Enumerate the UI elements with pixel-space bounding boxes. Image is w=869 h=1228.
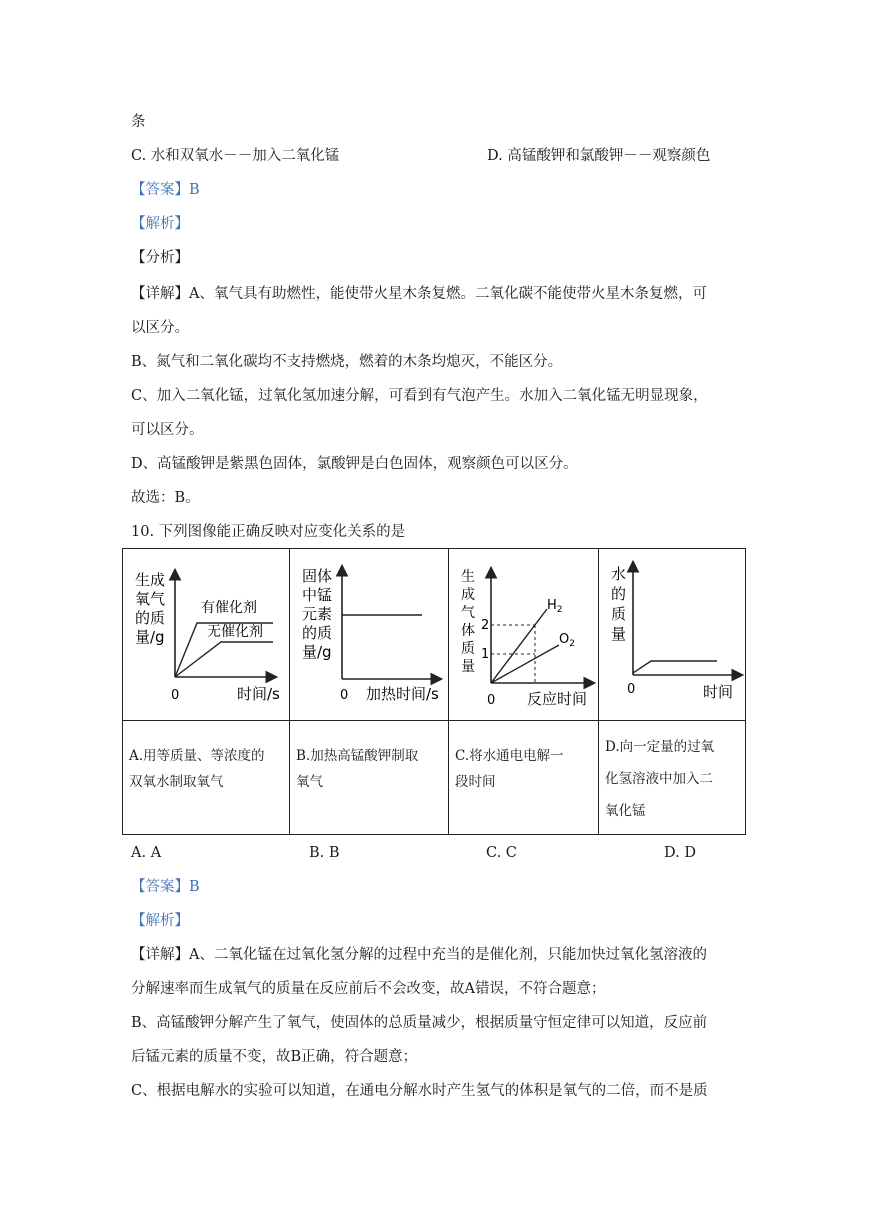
- detail-line: 可以区分。: [131, 422, 204, 438]
- tick-label: 1: [481, 647, 490, 662]
- axis-label: 体: [461, 623, 475, 639]
- graph-cell-d: [599, 549, 746, 721]
- graph-cell-c: [449, 549, 599, 721]
- detail-line: 分解速率而生成氧气的质量在反应前后不会改变，故A错误，不符合题意；: [131, 981, 606, 997]
- question-10: 10. 下列图像能正确反映对应变化关系的是: [131, 524, 406, 540]
- caption-line: 化氢溶液中加入二: [605, 771, 713, 787]
- detail-line: 后锰元素的质量不变，故B正确，符合题意；: [131, 1049, 418, 1065]
- graph-b: [290, 549, 448, 720]
- fenxi-label: 【分析】: [131, 250, 189, 266]
- axis-label: 质: [611, 605, 627, 623]
- option-d-prev: D. 高锰酸钾和氯酸钾－－观察颜色: [487, 148, 711, 164]
- option-d: D. D: [664, 845, 696, 861]
- tick-label: 2: [481, 618, 490, 633]
- detail-line: C、加入二氧化锰，过氧化氢加速分解，可看到有气泡产生。水加入二氧化锰无明显现象，: [131, 388, 708, 404]
- caption-cell-b: [290, 721, 449, 835]
- series-label-h2: $H_2$: [547, 598, 563, 615]
- graph-a: [123, 549, 289, 720]
- analysis-label: 【解析】: [131, 216, 189, 232]
- caption-line: C.将水通电电解一: [455, 748, 564, 764]
- axis-label: 中锰: [302, 586, 333, 604]
- graph-c: [449, 549, 598, 720]
- option-b: B. B: [309, 845, 340, 861]
- option-a: A. A: [131, 845, 162, 861]
- x-axis-label: 加热时间/s: [366, 685, 439, 703]
- axis-label: 量/g: [302, 643, 332, 661]
- detail-line: 以区分。: [131, 320, 189, 336]
- axis-label: 成: [461, 587, 475, 603]
- axis-label: 量: [611, 625, 627, 643]
- graph-cell-b: [290, 549, 449, 721]
- axis-label: 生成: [135, 571, 166, 589]
- axis-label: 量: [461, 659, 475, 675]
- caption-line: D.向一定量的过氧: [605, 739, 715, 755]
- curve-label: 无催化剂: [207, 624, 263, 640]
- caption-line: 双氧水制取氧气: [129, 774, 224, 790]
- caption-line: A.用等质量、等浓度的: [129, 748, 265, 764]
- detail-line: B、高锰酸钾分解产生了氧气，使固体的总质量减少，根据质量守恒定律可以知道，反应前: [131, 1015, 708, 1031]
- x-axis-label: 反应时间: [527, 690, 588, 708]
- axis-label: 量/g: [135, 628, 165, 646]
- caption-cell-d: [599, 721, 746, 835]
- option-c-prev: C. 水和双氧水－－加入二氧化锰: [131, 148, 340, 164]
- option-c: C. C: [486, 845, 517, 861]
- x-axis-label: 时间: [703, 683, 734, 701]
- caption-line: 氧化锰: [605, 803, 646, 819]
- origin-label: 0: [171, 688, 180, 703]
- axis-label: 水: [611, 565, 627, 583]
- graph-d: [599, 549, 745, 720]
- axis-label: 的质: [135, 609, 166, 627]
- question-table: [122, 548, 746, 835]
- detail-line: B、氮气和二氧化碳均不支持燃烧，燃着的木条均熄灭，不能区分。: [131, 354, 563, 370]
- detail-line: 【详解】A、氧气具有助燃性，能使带火星木条复燃。二氧化碳不能使带火星木条复燃，可: [131, 286, 707, 302]
- series-label-o2: $O_2$: [559, 632, 575, 649]
- caption-cell-a: [123, 721, 290, 835]
- axis-label: 的: [611, 585, 627, 603]
- axis-label: 的质: [302, 624, 333, 642]
- x-axis-label: 时间/s: [237, 685, 280, 703]
- curve-label: 有催化剂: [201, 600, 257, 616]
- origin-label: 0: [340, 688, 349, 703]
- graph-cell-a: [123, 549, 290, 721]
- caption-line: B.加热高锰酸钾制取: [296, 748, 419, 764]
- axis-label: 气: [461, 605, 475, 621]
- answer-label: 【答案】B: [131, 182, 200, 198]
- axis-label: 生: [461, 569, 475, 585]
- axis-label: 固体: [302, 567, 333, 585]
- caption-line: 段时间: [455, 774, 496, 790]
- origin-label: 0: [487, 693, 496, 708]
- answer-label: 【答案】B: [131, 879, 200, 895]
- detail-line: 【详解】A、二氧化锰在过氧化氢分解的过程中充当的是催化剂，只能加快过氧化氢溶液的: [131, 947, 707, 963]
- axis-label: 质: [461, 641, 475, 657]
- choose-line: 故选：B。: [131, 490, 200, 506]
- analysis-label: 【解析】: [131, 913, 189, 929]
- detail-line: D、高锰酸钾是紫黑色固体，氯酸钾是白色固体，观察颜色可以区分。: [131, 456, 578, 472]
- origin-label: 0: [627, 682, 636, 697]
- text-line: 条: [131, 114, 146, 130]
- caption-cell-c: [449, 721, 599, 835]
- axis-label: 元素: [302, 605, 333, 623]
- detail-line: C、根据电解水的实验可以知道，在通电分解水时产生氢气的体积是氧气的二倍，而不是质: [131, 1083, 708, 1099]
- axis-label: 氧气: [135, 590, 166, 608]
- caption-line: 氧气: [296, 774, 323, 790]
